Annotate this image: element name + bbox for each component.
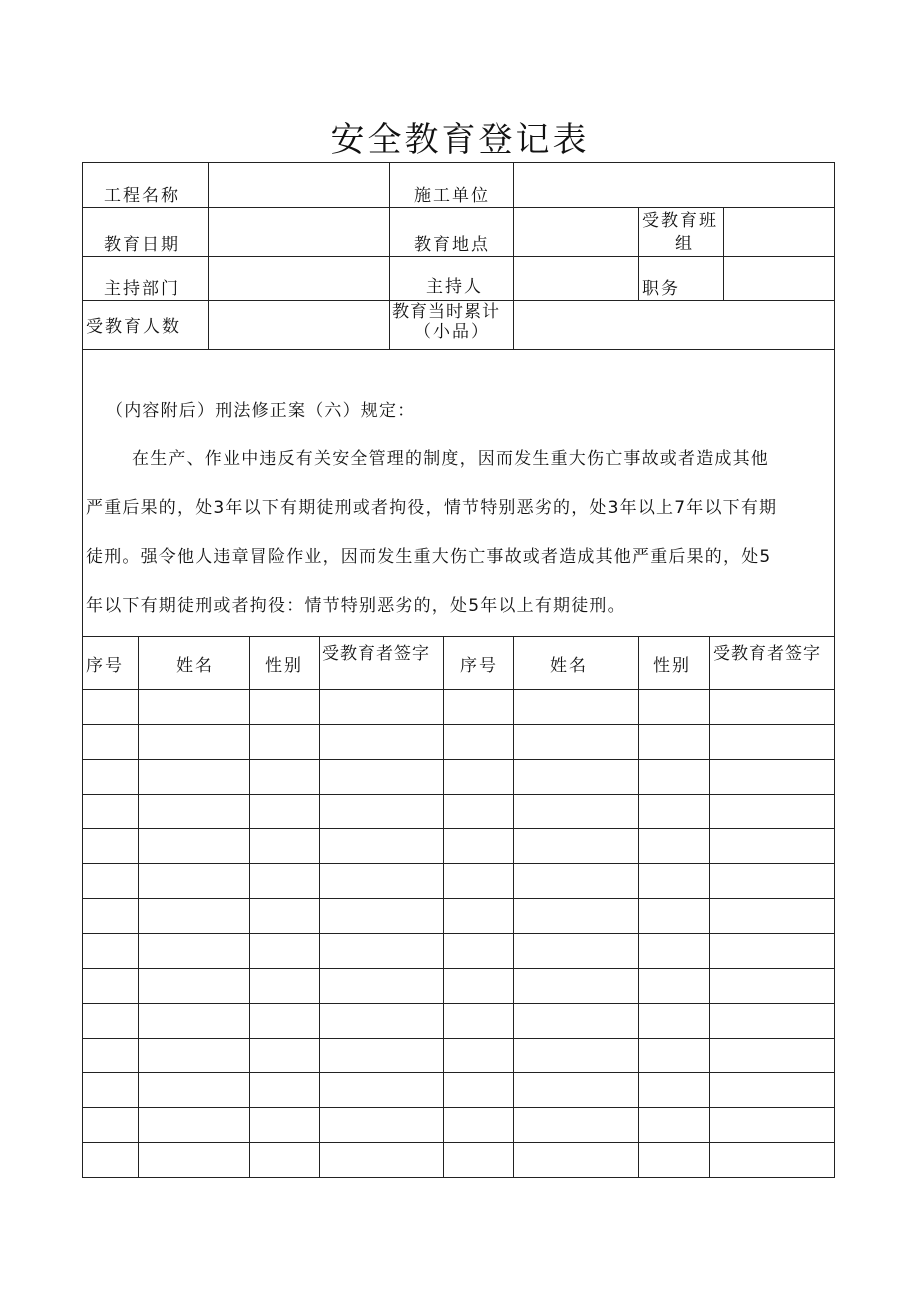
roster-entry-cell[interactable] <box>710 934 835 968</box>
roster-entry-cell[interactable] <box>83 1039 138 1072</box>
roster-entry-cell[interactable] <box>250 1143 319 1177</box>
roster-entry-cell[interactable] <box>514 1004 638 1038</box>
roster-entry-cell[interactable] <box>139 1073 249 1107</box>
roster-entry-cell[interactable] <box>139 1108 249 1142</box>
roster-entry-cell[interactable] <box>639 1039 709 1072</box>
roster-entry-cell[interactable] <box>444 899 513 933</box>
roster-entry-cell[interactable] <box>139 864 249 898</box>
roster-entry-cell[interactable] <box>250 1004 319 1038</box>
roster-entry-cell[interactable] <box>639 1004 709 1038</box>
roster-entry-cell[interactable] <box>320 1039 443 1072</box>
roster-entry-cell[interactable] <box>514 969 638 1003</box>
roster-entry-cell[interactable] <box>514 829 638 863</box>
roster-entry-cell[interactable] <box>320 829 443 863</box>
content-line: 年以下有期徒刑或者拘役：情节特别恶劣的，处5年以上有期徒刑。 <box>86 596 626 616</box>
education-date-field[interactable] <box>209 208 389 256</box>
roster-entry-cell[interactable] <box>710 795 835 828</box>
roster-entry-cell[interactable] <box>710 760 835 794</box>
roster-entry-cell[interactable] <box>639 969 709 1003</box>
grid-line <box>82 636 835 637</box>
column-header-number: 序号 <box>460 656 498 676</box>
roster-entry-cell[interactable] <box>639 1143 709 1177</box>
roster-entry-cell[interactable] <box>320 1143 443 1177</box>
roster-entry-cell[interactable] <box>710 725 835 759</box>
roster-entry-cell[interactable] <box>710 1004 835 1038</box>
grid-line <box>389 162 390 350</box>
roster-entry-cell[interactable] <box>514 864 638 898</box>
roster-entry-cell[interactable] <box>514 899 638 933</box>
roster-entry-cell[interactable] <box>83 1143 138 1177</box>
roster-entry-cell[interactable] <box>710 690 835 724</box>
hours-total-label: 教育当时累计 <box>392 302 500 322</box>
roster-entry-cell[interactable] <box>139 934 249 968</box>
roster-entry-cell[interactable] <box>320 725 443 759</box>
roster-entry-cell[interactable] <box>320 1004 443 1038</box>
roster-entry-cell[interactable] <box>320 690 443 724</box>
roster-entry-cell[interactable] <box>83 1073 138 1107</box>
roster-entry-cell[interactable] <box>514 725 638 759</box>
roster-entry-cell[interactable] <box>139 725 249 759</box>
construction-unit-field[interactable] <box>514 163 834 207</box>
roster-entry-cell[interactable] <box>710 1143 835 1177</box>
content-line: 徒刑。强令他人违章冒险作业，因而发生重大伤亡事故或者造成其他严重后果的，处5 <box>86 547 772 567</box>
roster-entry-cell[interactable] <box>320 795 443 828</box>
educated-count-label: 受教育人数 <box>86 317 181 337</box>
roster-entry-cell[interactable] <box>444 1108 513 1142</box>
roster-entry-cell[interactable] <box>320 1108 443 1142</box>
roster-entry-cell[interactable] <box>639 899 709 933</box>
roster-entry-cell[interactable] <box>250 934 319 968</box>
grid-line <box>638 207 639 301</box>
roster-entry-cell[interactable] <box>83 690 138 724</box>
roster-entry-cell[interactable] <box>139 690 249 724</box>
host-field[interactable] <box>514 257 638 300</box>
roster-entry-cell[interactable] <box>514 690 638 724</box>
educated-team-field[interactable] <box>724 208 834 256</box>
roster-entry-cell[interactable] <box>639 760 709 794</box>
roster-entry-cell[interactable] <box>250 725 319 759</box>
host-department-label: 主持部门 <box>104 279 180 299</box>
construction-unit-label: 施工单位 <box>414 186 490 206</box>
roster-entry-cell[interactable] <box>639 864 709 898</box>
roster-entry-cell[interactable] <box>83 934 138 968</box>
educated-team-label: 受教育班 <box>642 211 718 231</box>
roster-entry-cell[interactable] <box>139 760 249 794</box>
roster-entry-cell[interactable] <box>444 829 513 863</box>
roster-entry-cell[interactable] <box>83 899 138 933</box>
project-name-field[interactable] <box>209 163 389 207</box>
roster-entry-cell[interactable] <box>514 1039 638 1072</box>
roster-entry-cell[interactable] <box>250 1039 319 1072</box>
roster-entry-cell[interactable] <box>710 829 835 863</box>
roster-entry-cell[interactable] <box>250 864 319 898</box>
roster-entry-cell[interactable] <box>514 1108 638 1142</box>
roster-entry-cell[interactable] <box>83 760 138 794</box>
roster-entry-cell[interactable] <box>710 969 835 1003</box>
roster-entry-cell[interactable] <box>514 1073 638 1107</box>
roster-entry-cell[interactable] <box>444 1039 513 1072</box>
roster-entry-cell[interactable] <box>514 795 638 828</box>
roster-entry-cell[interactable] <box>639 1073 709 1107</box>
roster-entry-cell[interactable] <box>710 1073 835 1107</box>
position-field[interactable] <box>724 257 834 300</box>
roster-entry-cell[interactable] <box>710 1108 835 1142</box>
host-label: 主持人 <box>426 277 483 297</box>
roster-entry-cell[interactable] <box>444 1004 513 1038</box>
roster-entry-cell[interactable] <box>250 795 319 828</box>
column-header-signature: 受教育者签字 <box>713 644 821 664</box>
roster-entry-cell[interactable] <box>639 690 709 724</box>
roster-entry-cell[interactable] <box>444 864 513 898</box>
column-header-number: 序号 <box>86 656 124 676</box>
roster-entry-cell[interactable] <box>639 1108 709 1142</box>
content-line: 在生产、作业中违反有关安全管理的制度，因而发生重大伤亡事故或者造成其他 <box>132 449 769 469</box>
educated-team-label-cont: 组 <box>675 234 694 254</box>
roster-entry-cell[interactable] <box>444 795 513 828</box>
column-header-gender: 性别 <box>265 656 303 676</box>
educated-count-field[interactable] <box>209 301 389 349</box>
hours-total-field[interactable] <box>514 301 834 349</box>
roster-entry-cell[interactable] <box>639 934 709 968</box>
roster-entry-cell[interactable] <box>83 969 138 1003</box>
project-name-label: 工程名称 <box>104 186 180 206</box>
roster-entry-cell[interactable] <box>250 969 319 1003</box>
roster-entry-cell[interactable] <box>639 829 709 863</box>
content-line: 严重后果的，处3年以下有期徒刑或者拘役，情节特别恶劣的，处3年以上7年以下有期 <box>86 498 778 518</box>
education-location-field[interactable] <box>514 208 638 256</box>
roster-entry-cell[interactable] <box>139 1004 249 1038</box>
position-label: 职务 <box>642 279 680 299</box>
roster-entry-cell[interactable] <box>514 934 638 968</box>
education-date-label: 教育日期 <box>104 235 180 255</box>
roster-entry-cell[interactable] <box>250 829 319 863</box>
roster-entry-cell[interactable] <box>444 690 513 724</box>
roster-entry-cell[interactable] <box>83 795 138 828</box>
roster-entry-cell[interactable] <box>250 899 319 933</box>
roster-entry-cell[interactable] <box>639 795 709 828</box>
grid-line <box>82 349 835 350</box>
roster-entry-cell[interactable] <box>250 1108 319 1142</box>
roster-entry-cell[interactable] <box>83 725 138 759</box>
hours-total-label-cont: （小品） <box>414 322 490 342</box>
column-header-name: 姓名 <box>550 656 588 676</box>
roster-entry-cell[interactable] <box>444 934 513 968</box>
roster-entry-cell[interactable] <box>444 1073 513 1107</box>
roster-entry-cell[interactable] <box>320 934 443 968</box>
roster-entry-cell[interactable] <box>139 795 249 828</box>
roster-entry-cell[interactable] <box>320 760 443 794</box>
roster-entry-cell[interactable] <box>139 969 249 1003</box>
roster-entry-cell[interactable] <box>320 969 443 1003</box>
content-intro: （内容附后）刑法修正案（六）规定： <box>106 401 416 421</box>
roster-entry-cell[interactable] <box>139 899 249 933</box>
page-title: 安全教育登记表 <box>330 120 590 160</box>
column-header-gender: 性别 <box>653 656 691 676</box>
roster-entry-cell[interactable] <box>514 760 638 794</box>
roster-entry-cell[interactable] <box>139 829 249 863</box>
roster-entry-cell[interactable] <box>710 899 835 933</box>
roster-entry-cell[interactable] <box>514 1143 638 1177</box>
roster-entry-cell[interactable] <box>710 1039 835 1072</box>
roster-entry-cell[interactable] <box>639 725 709 759</box>
roster-entry-cell[interactable] <box>444 725 513 759</box>
roster-entry-cell[interactable] <box>320 899 443 933</box>
roster-entry-cell[interactable] <box>250 1073 319 1107</box>
roster-entry-cell[interactable] <box>83 829 138 863</box>
roster-entry-cell[interactable] <box>444 969 513 1003</box>
column-header-name: 姓名 <box>176 656 214 676</box>
roster-entry-cell[interactable] <box>320 864 443 898</box>
roster-entry-cell[interactable] <box>139 1039 249 1072</box>
roster-entry-cell[interactable] <box>139 1143 249 1177</box>
roster-entry-cell[interactable] <box>83 1004 138 1038</box>
roster-entry-cell[interactable] <box>250 690 319 724</box>
column-header-signature: 受教育者签字 <box>322 644 430 664</box>
education-location-label: 教育地点 <box>414 235 490 255</box>
roster-entry-cell[interactable] <box>250 760 319 794</box>
roster-entry-cell[interactable] <box>83 864 138 898</box>
roster-entry-cell[interactable] <box>444 760 513 794</box>
host-department-field[interactable] <box>209 257 389 300</box>
roster-entry-cell[interactable] <box>83 1108 138 1142</box>
roster-entry-cell[interactable] <box>320 1073 443 1107</box>
roster-entry-cell[interactable] <box>444 1143 513 1177</box>
roster-entry-cell[interactable] <box>710 864 835 898</box>
